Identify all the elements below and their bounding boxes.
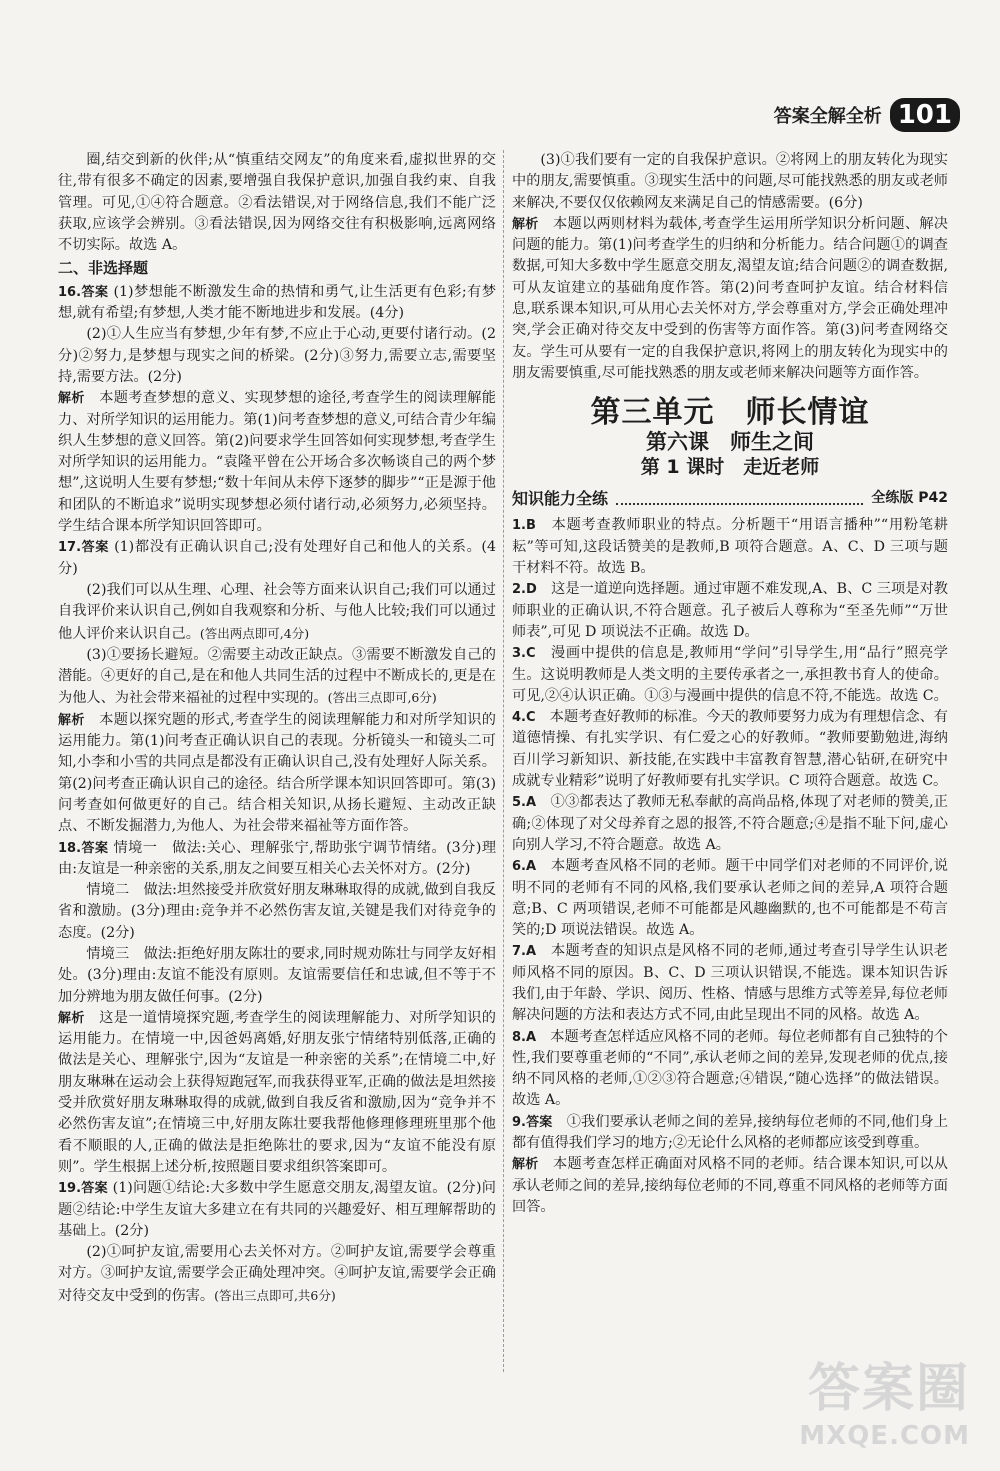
q18-situation-1: 18.答案 情境一 做法:关心、理解张宁,帮助张宁调节情绪。(3分)理由:友谊是一种亲密的关系,朋友之间要互相关心去关怀对方。(2分)	[58, 839, 497, 877]
unit-title: 第三单元 师长情谊	[590, 395, 870, 431]
q18-analysis: 解析 这是一道情境探究题,考查学生的阅读理解能力、对所学知识的运用能力。在情境一中,因爸妈离婚,好朋友张宁情绪特别低落,正确的做法是关心、理解张宁,因为“友谊是一种亲密的关系”;在情境二中,好朋友琳琳在运动会上获得短跑冠军,而我获得亚军,正确的做法是坦然接受并欣赏好朋友琳琳取得的成就,做到自我反省和激励,因为“竞争并不必然伤害友谊”;在情境三中,好朋友陈壮要我帮他修理修理班里那个他看不顺眼的人,正确的做法是拒绝陈壮的要求,因为“友谊不能没有原则”。学生根据上述分析,按照题目要求组织答案即可。	[58, 1009, 496, 1175]
answer-item: 1.B 本题考查教师职业的特点。分析题干“用语言播种”“用粉笔耕耘”等可知,这段话赞美的是教师,B 项符合题意。A、C、D 三项与题干材料不符。故选 B。	[512, 517, 948, 577]
intro-paragraph: 圈,结交到新的伙伴;从“慎重结交网友”的角度来看,虚拟世界的交往,带有很多不确定的因素,要增强自我保护意识,加强自我约束、自我管理。可见,①④符合题意。②看法错误,对于网络信息,我们不能广泛获取,应该学会辨别。③看法错误,因为网络交往有积极影响,远离网络不切实际。故选 A。	[58, 152, 496, 254]
q19-label: 19.答案	[58, 1181, 108, 1197]
answer-item: 8.A 本题考查怎样适应风格不同的老师。每位老师都有自己独特的个性,我们要尊重老师的“不同”,承认老师之间的差异,发现老师的优点,接纳不同风格的老师,①②③符合题意;④错误,“随心选择”的做法错误。故选 A。	[512, 1028, 948, 1109]
q19-answer-2: (2)①呵护友谊,需要用心去关怀对方。②呵护友谊,需要学会尊重对方。③呵护友谊,需要学会正确处理冲突。④呵护友谊,需要学会正确对待交友中受到的伤害。(答出三点即可,共6分)	[58, 1244, 496, 1304]
header-title: 答案全解全析	[773, 106, 882, 127]
practice-reference: 全练版 P42	[871, 490, 948, 507]
page-header	[774, 95, 960, 135]
page-number: 101	[890, 98, 960, 132]
q19-answer-1: 19.答案 (1)问题①结论:大多数中学生愿意交朋友,渴望友谊。(2分)问题②结论:中学生友谊大多建立在有共同的兴趣爱好、相互理解帮助的基础上。(2分)	[58, 1180, 496, 1239]
q16-answer-2: (2)①人生应当有梦想,少年有梦,不应止于心动,更要付诸行动。(2分)②努力,是梦想与现实之间的桥梁。(2分)③努力,需要立志,需要坚持,需要方法。(2分)	[58, 326, 496, 385]
q19-answer-3: (3)①我们要有一定的自我保护意识。②将网上的朋友转化为现实中的朋友,需要慎重。③现实生活中的问题,尽可能找熟悉的朋友或老师来解决,不要仅仅依赖网友来满足自己的情感需要。(6分)	[512, 152, 948, 211]
right-column	[512, 150, 948, 1218]
answer-item: 4.C 本题考查好教师的标准。今天的教师要努力成为有理想信念、有道德情操、有扎实学识、有仁爱之心的好教师。“教师要勤勉进,海纳百川学习新知识、新技能,在实践中丰富教育智慧,潜心钻研,在研究中成就专业精彩”说明了好教师要有扎实学识。C 项符合题意。故选 C。	[512, 709, 948, 790]
q9-label: 9.答案	[512, 1114, 553, 1130]
lesson-title: 第六课 师生之间	[646, 429, 814, 454]
q17-answer-1: 17.答案 (1)都没有正确认识自己;没有处理好自己和他人的关系。(4分)	[58, 539, 496, 577]
answer-item: 5.A ①③都表达了教师无私奉献的高尚品格,体现了对老师的赞美,正确;②体现了对父母养育之恩的报答,不符合题意;④是指不耻下问,虚心向别人学习,不符合题意。故选 A。	[512, 794, 948, 853]
q17-answer-3: (3)①要扬长避短。②需要主动改正缺点。③需要不断激发自己的潜能。④更好的自己,是在和他人共同生活的过程中不断成长的,更是在为他人、为社会带来福祉的过程中实现的。(答出三点即可,6分)	[58, 646, 496, 707]
answer-item: 6.A 本题考查风格不同的老师。题干中同学们对老师的不同评价,说明不同的老师有不同的风格,我们要承认老师之间的差异,A 项符合题意;B、C 两项错误,老师不可能都是风趣幽默的,也不可能都是不苟言笑的;D 项说法错误。故选 A。	[512, 858, 948, 939]
q16-answer-1: 16.答案 (1)梦想能不断激发生命的热情和勇气,让生活更有色彩;有梦想,就有希望;有梦想,人类才能不断地进步和发展。(4分)	[58, 283, 497, 322]
left-column	[58, 150, 496, 1307]
answer-item: 3.C 漫画中提供的信息是,教师用“学问”引导学生,用“品行”照亮学生。这说明教师是人类文明的主要传承者之一,承担教书育人的使命。可见,②④认识正确。①③与漫画中提供的信息不符,不能选。故选 C。	[512, 645, 948, 704]
q9-answer: 9.答案 ①我们要承认老师之间的差异,接纳每位老师的不同,他们身上都有值得我们学习的地方;②无论什么风格的老师都应该受到尊重。	[512, 1113, 949, 1152]
q17-answer-2: (2)我们可以从生理、心理、社会等方面来认识自己;我们可以通过自我评价来认识自己,例如自我观察和分析、与他人比较;我们可以通过他人评价来认识自己。(答出两点即可,4分)	[58, 581, 496, 642]
answer-item: 2.D 这是一道逆向选择题。通过审题不难发现,A、B、C 三项是对教师职业的正确认识,不符合题意。孔子被后人尊称为“至圣先师”“万世师表”,可见 D 项说法不正确。故选 D。	[512, 581, 948, 640]
section-heading: 二、非选择题	[58, 259, 149, 278]
q9-analysis: 解析 本题考查怎样正确面对风格不同的老师。结合课本知识,可以从承认老师之间的差异,接纳每位老师的不同,尊重不同风格的老师等方面回答。	[512, 1156, 948, 1215]
answer-item: 7.A 本题考查的知识点是风格不同的老师,通过考查引导学生认识老师风格不同的原因。B、C、D 三项认识错误,不能选。课本知识告诉我们,由于年龄、学识、阅历、性格、情感与思维方式等差异,每位老师解决问题的方法和表达方式不同,由此呈现出不同的风格。故选 A。	[512, 943, 948, 1024]
watermark-logo: 答案圈	[807, 1359, 970, 1419]
q18-label: 18.答案	[58, 840, 109, 856]
q18-situation-2: 情境二 做法:坦然接受并欣赏好朋友琳琳取得的成就,做到自我反省和激励。(3分)理由:竞争并不必然伤害友谊,关键是我们对待竞争的态度。(2分)	[58, 882, 496, 941]
q17-label: 17.答案	[58, 540, 109, 556]
q16-analysis: 解析 本题考查梦想的意义、实现梦想的途径,考查学生的阅读理解能力、对所学知识的运用能力。第(1)问考查梦想的意义,可结合青少年编织人生梦想的意义回答。第(2)问要求学生回答如何实现梦想,考查学生对所学知识的运用能力。“袁隆平曾在公开场合多次畅谈自己的两个梦想”,这说明人生要有梦想;“数十年间从未停下逐梦的脚步”“正是源于他和团队的不断追求”说明实现梦想必须付诸行动,必须努力,必须坚持。学生结合课本所学知识回答即可。	[58, 390, 496, 535]
q19-analysis: 解析 本题以两则材料为载体,考查学生运用所学知识分析问题、解决问题的能力。第(1)问考查学生的归纳和分析能力。结合问题①的调查数据,可知大多数中学生愿意交朋友,渴望友谊;结合问题②的调查数据,可从友谊建立的基础角度作答。第(2)问考查呵护友谊。结合材料信息,联系课本知识,可从用心去关怀对方,学会尊重对方,学会正确处理冲突,学会正确对待交友中受到的伤害等方面作答。第(3)问考查网络交友。学生可从要有一定的自我保护意识,将网上的朋友转化为现实中的朋友需要慎重,尽可能找熟悉的朋友或老师来解决问题等方面作答。	[512, 215, 948, 381]
column-divider	[503, 150, 504, 1372]
q16-label: 16.答案	[58, 284, 109, 300]
q18-situation-3: 情境三 做法:拒绝好朋友陈壮的要求,同时规劝陈壮与同学友好相处。(3分)理由:友谊不能没有原则。友谊需要信任和忠诚,但不等于不加分辨地为朋友做任何事。(2分)	[58, 945, 496, 1005]
period-title: 第 1 课时 走近老师	[640, 455, 820, 478]
practice-label: 知识能力全练	[512, 489, 609, 509]
dotted-leader	[616, 493, 863, 505]
q17-analysis: 解析 本题以探究题的形式,考查学生的阅读理解能力和对所学知识的运用能力。第(1)问考查正确认识自己的表现。分析镜头一和镜头二可知,小李和小雪的共同点是都没有正确认识自己,没有处理好人际关系。第(2)问考查正确认识自己的途径。结合所学课本知识回答即可。第(3)问考查如何做更好的自己。结合相关知识,从扬长避短、主动改正缺点、不断发掘潜力,为他人、为社会带来福祉等方面作答。	[58, 711, 496, 835]
watermark-url: MXQE.COM	[799, 1421, 970, 1451]
watermark	[799, 1346, 970, 1451]
practice-header	[512, 488, 948, 509]
